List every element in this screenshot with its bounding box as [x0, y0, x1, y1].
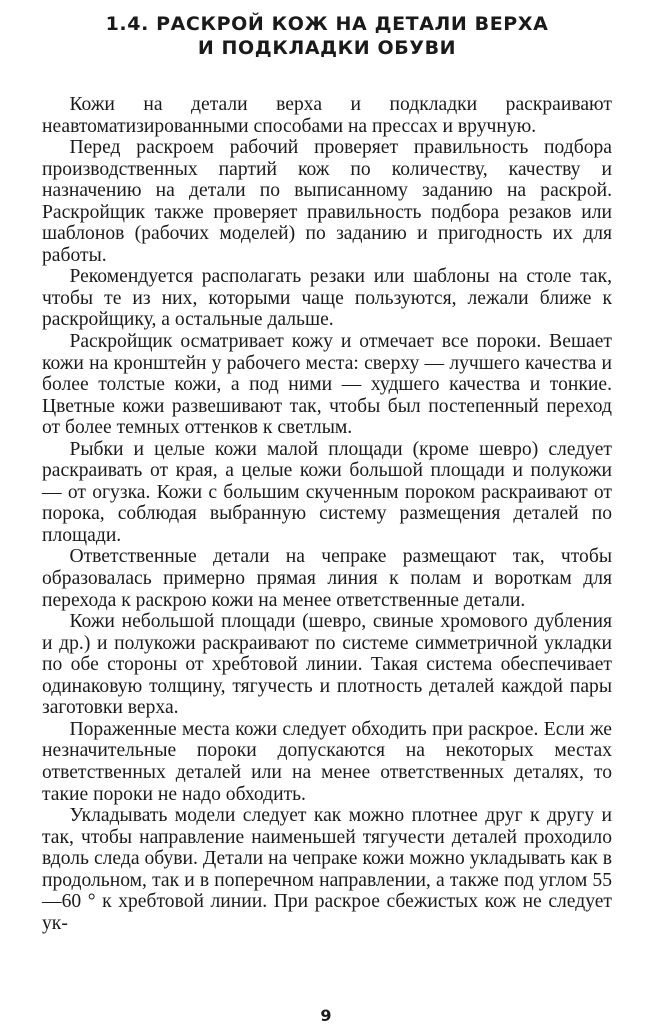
section-heading-line-2: И ПОДКЛАДКИ ОБУВИ — [197, 37, 457, 59]
paragraph-3: Рекомендуется располагать резаки или шаблоны на столе так, чтобы те из них, которыми чаще пользуются, лежали ближе к раскройщику, а остальные дальше. — [42, 266, 612, 331]
section-heading-line-1: 1.4. РАСКРОЙ КОЖ НА ДЕТАЛИ ВЕРХА — [105, 13, 549, 35]
paragraph-4: Раскройщик осматривает кожу и отмечает все пороки. Вешает кожи на кронштейн у рабочего места: сверху — лучшего качества и более толстые кожи, а под ними — худшего качества и тонкие. Цветные кожи развешивают так, чтобы был постепенный переход от более темных оттенков к светлым. — [42, 331, 612, 439]
paragraph-2: Перед раскроем рабочий проверяет правильность подбора производственных партий кож по количеству, качеству и назначению на детали по выписанному заданию на раскрой. Раскройщик также проверяет правильность подбора резаков или шаблонов (рабочих моделей) по заданию и пригодность их для работы. — [42, 137, 612, 266]
paragraph-1: Кожи на детали верха и подкладки раскраивают неавтоматизированными способами на прессах и вручную. — [42, 94, 612, 137]
paragraph-6: Ответственные детали на чепраке размещают так, чтобы образовалась примерно прямая линия к полам и вороткам для перехода к раскрою кожи на менее ответственные детали. — [42, 546, 612, 611]
paragraph-7: Кожи небольшой площади (шевро, свиные хромового дубления и др.) и полукожи раскраивают по системе симметричной укладки по обе стороны от хребтовой линии. Такая система обеспечивает одинаковую толщину, тягучесть и плотность деталей каждой пары заготовки верха. — [42, 611, 612, 719]
page-number: 9 — [320, 1006, 332, 1025]
paragraph-8: Пораженные места кожи следует обходить при раскрое. Если же незначительные пороки допускаются на некоторых местах ответственных деталей или на менее ответственных деталях, то такие пороки не надо обходить. — [42, 718, 612, 805]
paragraph-9: Укладывать модели следует как можно плотнее друг к другу и так, чтобы направление наименьшей тягучести деталей проходило вдоль следа обуви. Детали на чепраке кожи можно укладывать как в продольном, так и в поперечном направлении, а также под углом 55—60 ° к хребтовой линии. При раскрое сбежистых кож не следует ук- — [42, 805, 612, 934]
section-heading — [42, 12, 612, 60]
body-text — [42, 94, 612, 934]
paragraph-5: Рыбки и целые кожи малой площади (кроме шевро) следует раскраивать от края, а целые кожи большой площади и полукожи — от огузка. Кожи с большим скученным пороком раскраивают от порока, соблюдая выбранную систему размещения деталей по площади. — [42, 438, 612, 546]
